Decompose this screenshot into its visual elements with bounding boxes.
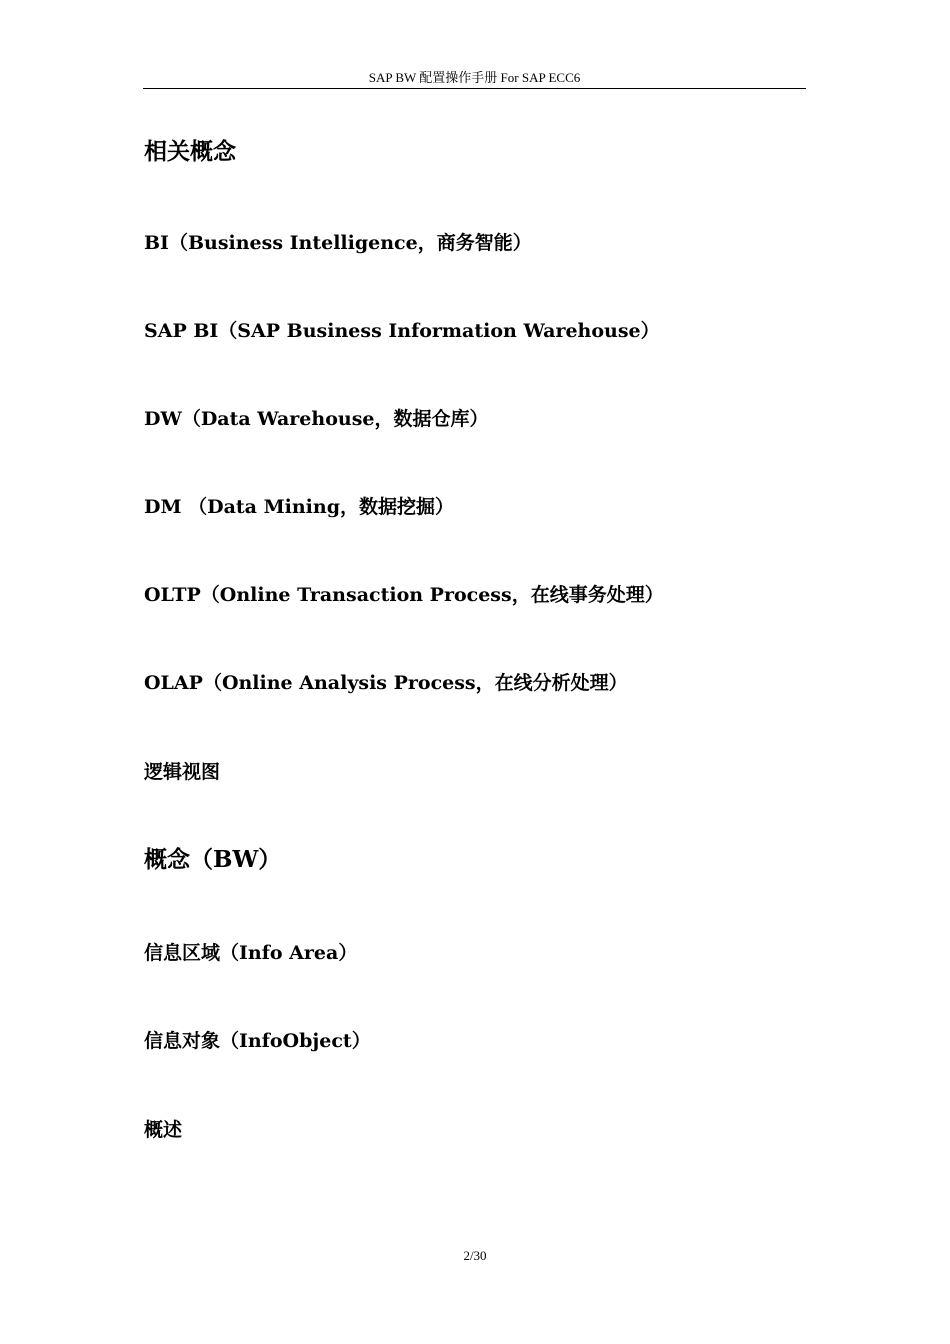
header-title: SAP BW 配置操作手册 For SAP ECC6 [368,70,581,85]
heading-infoobject: 信息对象（InfoObject） [144,1030,371,1052]
heading-overview: 概述 [144,1119,183,1141]
page-header [143,68,806,89]
heading-bi: BI（Business Intelligence，商务智能） [144,232,532,254]
heading-olap: OLAP（Online Analysis Process，在线分析处理） [144,672,628,694]
heading-related-concepts: 相关概念 [144,138,236,165]
heading-concepts-bw: 概念（BW） [144,846,282,873]
heading-sap-bi: SAP BI（SAP Business Information Warehouse） [144,320,660,342]
heading-dm: DM （Data Mining，数据挖掘） [144,496,454,518]
page-number: 2/30 [463,1248,487,1263]
heading-info-area: 信息区域（Info Area） [144,942,358,964]
heading-logical-view: 逻辑视图 [144,761,221,783]
heading-dw: DW（Data Warehouse，数据仓库） [144,408,489,430]
heading-oltp: OLTP（Online Transaction Process，在线事务处理） [144,584,664,606]
